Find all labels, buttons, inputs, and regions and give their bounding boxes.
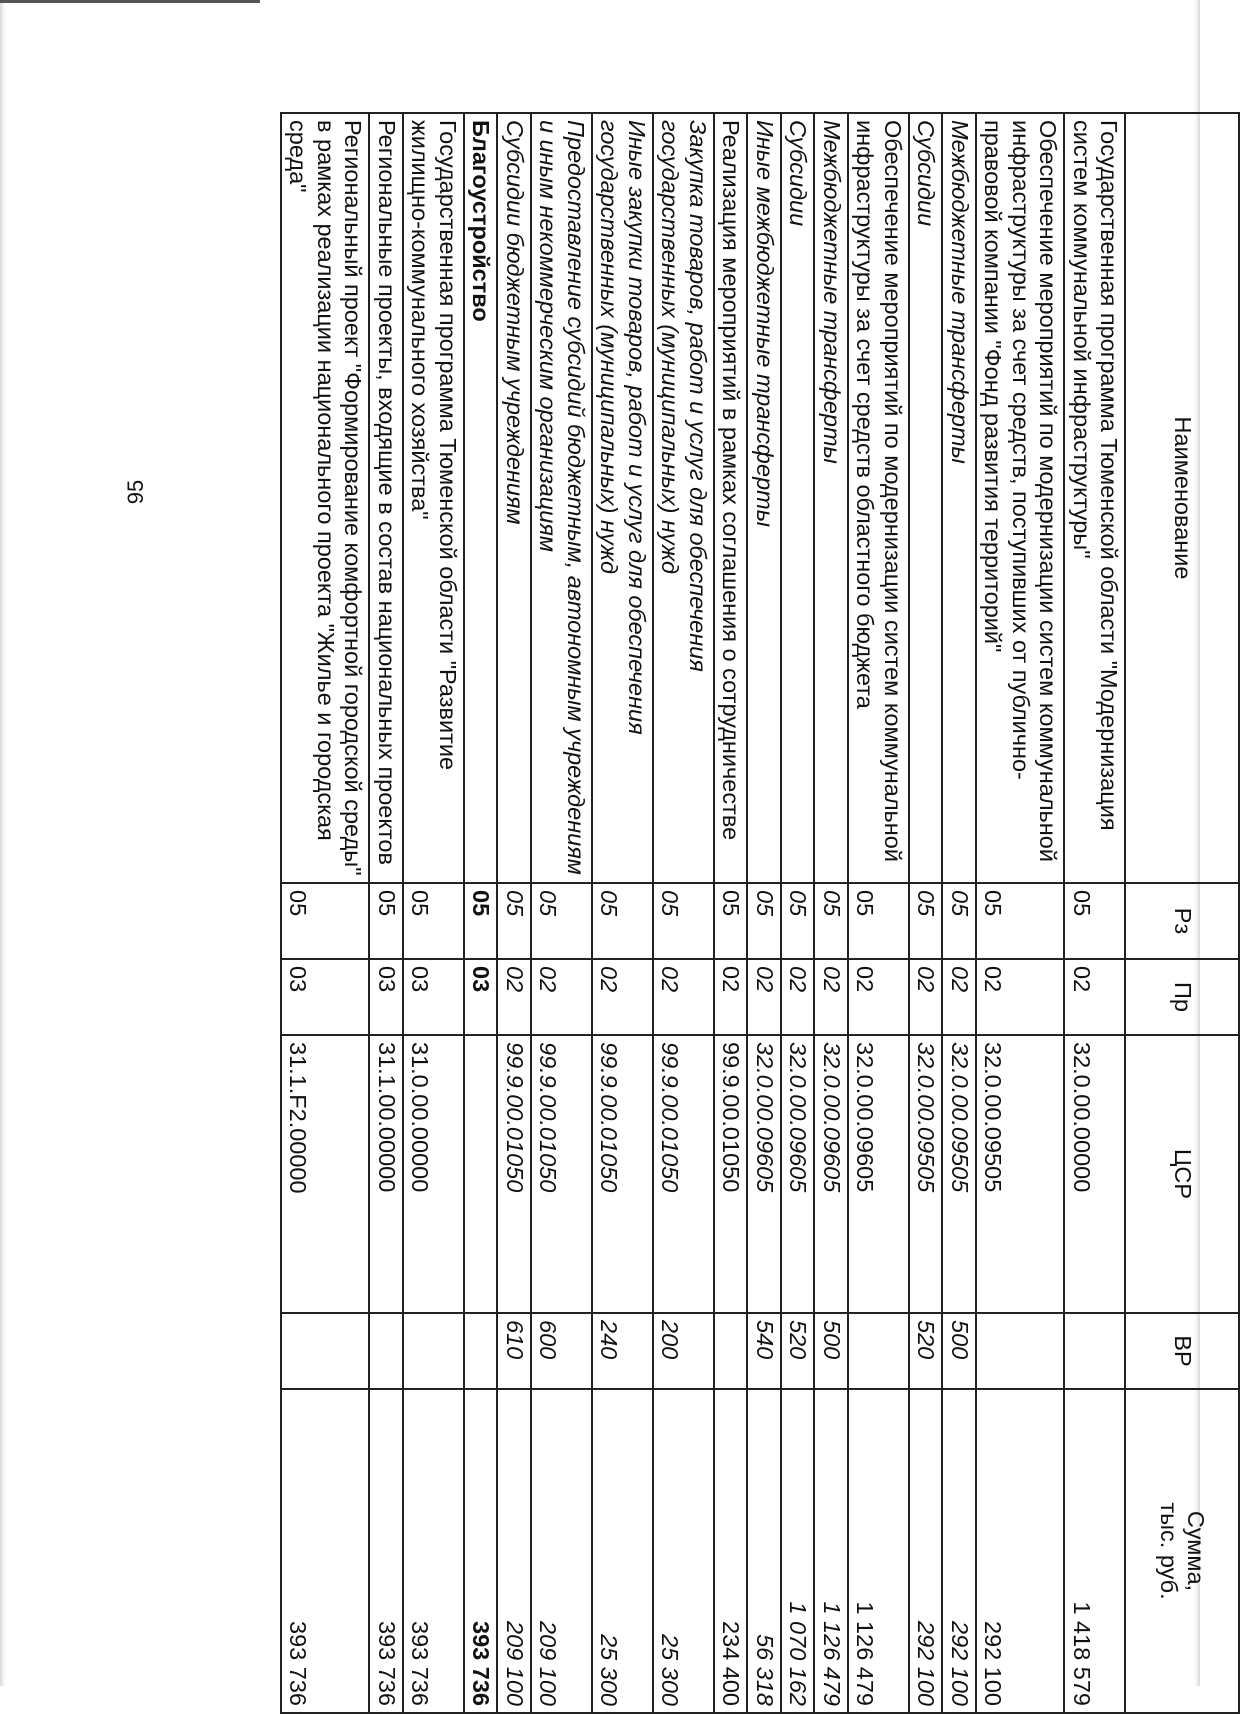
table-row bbox=[403, 113, 464, 1713]
table-row bbox=[909, 113, 942, 1713]
table-header-row bbox=[1125, 113, 1239, 1713]
cell-csr: 31.1.F2.00000 bbox=[281, 1035, 369, 1313]
cell-sum: 209 100 bbox=[497, 1389, 530, 1713]
cell-pr: 02 bbox=[1064, 959, 1125, 1035]
cell-csr: 32.0.00.09605 bbox=[848, 1035, 909, 1313]
cell-vr bbox=[464, 1313, 497, 1389]
cell-rz: 05 bbox=[531, 883, 592, 959]
table-row bbox=[781, 113, 814, 1713]
cell-name: Реализация мероприятий в рамках соглашения о сотрудничестве bbox=[714, 113, 747, 883]
cell-pr: 02 bbox=[592, 959, 653, 1035]
cell-pr: 02 bbox=[942, 959, 975, 1035]
cell-rz: 05 bbox=[464, 883, 497, 959]
cell-vr: 200 bbox=[653, 1313, 714, 1389]
table-row bbox=[281, 113, 369, 1713]
cell-csr: 99.9.00.01050 bbox=[531, 1035, 592, 1313]
header-name: Наименование bbox=[1125, 113, 1239, 883]
cell-pr: 03 bbox=[464, 959, 497, 1035]
cell-csr: 32.0.00.09605 bbox=[814, 1035, 847, 1313]
cell-vr: 520 bbox=[909, 1313, 942, 1389]
cell-vr: 540 bbox=[747, 1313, 780, 1389]
cell-vr bbox=[403, 1313, 464, 1389]
cell-pr: 03 bbox=[403, 959, 464, 1035]
table-row bbox=[714, 113, 747, 1713]
cell-vr bbox=[281, 1313, 369, 1389]
cell-pr: 02 bbox=[814, 959, 847, 1035]
cell-rz: 05 bbox=[909, 883, 942, 959]
cell-name: Региональные проекты, входящие в состав национальных проектов bbox=[369, 113, 402, 883]
cell-sum: 393 736 bbox=[464, 1389, 497, 1713]
cell-name: Иные межбюджетные трансферты bbox=[747, 113, 780, 883]
cell-vr bbox=[976, 1313, 1064, 1389]
table-row bbox=[531, 113, 592, 1713]
cell-rz: 05 bbox=[653, 883, 714, 959]
cell-name: Обеспечение мероприятий по модернизации систем коммунальной инфраструктуры за счет средств областного бюджета bbox=[848, 113, 909, 883]
cell-csr: 32.0.00.09505 bbox=[976, 1035, 1064, 1313]
cell-name: Межбюджетные трансферты bbox=[814, 113, 847, 883]
cell-pr: 02 bbox=[497, 959, 530, 1035]
cell-csr: 99.9.00.01050 bbox=[592, 1035, 653, 1313]
cell-sum: 1 126 479 bbox=[814, 1389, 847, 1713]
cell-name: Субсидии бюджетным учреждениям bbox=[497, 113, 530, 883]
table-row bbox=[653, 113, 714, 1713]
cell-csr: 99.9.00.01050 bbox=[497, 1035, 530, 1313]
cell-sum: 56 318 bbox=[747, 1389, 780, 1713]
cell-vr: 600 bbox=[531, 1313, 592, 1389]
cell-sum: 1 418 579 bbox=[1064, 1389, 1125, 1713]
cell-rz: 05 bbox=[592, 883, 653, 959]
cell-sum: 25 300 bbox=[653, 1389, 714, 1713]
cell-sum: 292 100 bbox=[942, 1389, 975, 1713]
cell-sum: 292 100 bbox=[909, 1389, 942, 1713]
cell-rz: 05 bbox=[848, 883, 909, 959]
cell-rz: 05 bbox=[976, 883, 1064, 959]
table-row bbox=[369, 113, 402, 1713]
table-row bbox=[497, 113, 530, 1713]
cell-sum: 393 736 bbox=[281, 1389, 369, 1713]
cell-csr: 32.0.00.00000 bbox=[1064, 1035, 1125, 1313]
table-row bbox=[942, 113, 975, 1713]
cell-sum: 393 736 bbox=[403, 1389, 464, 1713]
header-rz: Рз bbox=[1125, 883, 1239, 959]
rotated-table-wrapper bbox=[160, 112, 1240, 1712]
cell-name: Закупка товаров, работ и услуг для обеспечения государственных (муниципальных) нужд bbox=[653, 113, 714, 883]
cell-pr: 03 bbox=[369, 959, 402, 1035]
cell-csr: 99.9.00.01050 bbox=[653, 1035, 714, 1313]
cell-rz: 05 bbox=[281, 883, 369, 959]
cell-name: Государственная программа Тюменской области "Модернизация систем коммунальной инфраструктуры" bbox=[1064, 113, 1125, 883]
cell-vr bbox=[1064, 1313, 1125, 1389]
cell-rz: 05 bbox=[497, 883, 530, 959]
cell-name: Иные закупки товаров, работ и услуг для обеспечения государственных (муниципальных) нужд bbox=[592, 113, 653, 883]
header-sum-line1: Сумма, bbox=[1183, 1510, 1210, 1592]
cell-rz: 05 bbox=[747, 883, 780, 959]
cell-vr bbox=[714, 1313, 747, 1389]
table-row bbox=[814, 113, 847, 1713]
cell-csr: 31.0.00.00000 bbox=[403, 1035, 464, 1313]
cell-csr: 31.1.00.00000 bbox=[369, 1035, 402, 1313]
cell-vr: 500 bbox=[942, 1313, 975, 1389]
table-row bbox=[464, 113, 497, 1713]
cell-name: Обеспечение мероприятий по модернизации систем коммунальной инфраструктуры за счет средств, поступивших от публично-правовой компании "Фонд развития территорий" bbox=[976, 113, 1064, 883]
cell-name: Субсидии bbox=[909, 113, 942, 883]
cell-rz: 05 bbox=[369, 883, 402, 959]
cell-pr: 02 bbox=[531, 959, 592, 1035]
cell-rz: 05 bbox=[403, 883, 464, 959]
cell-sum: 1 126 479 bbox=[848, 1389, 909, 1713]
budget-table bbox=[280, 112, 1240, 1714]
cell-rz: 05 bbox=[1064, 883, 1125, 959]
scan-edge-left bbox=[0, 0, 6, 1686]
cell-pr: 02 bbox=[747, 959, 780, 1035]
header-csr: ЦСР bbox=[1125, 1035, 1239, 1313]
table-row bbox=[976, 113, 1064, 1713]
table-row bbox=[1064, 113, 1125, 1713]
cell-name: Субсидии bbox=[781, 113, 814, 883]
cell-vr: 240 bbox=[592, 1313, 653, 1389]
cell-vr: 520 bbox=[781, 1313, 814, 1389]
cell-vr bbox=[369, 1313, 402, 1389]
cell-rz: 05 bbox=[781, 883, 814, 959]
cell-rz: 05 bbox=[714, 883, 747, 959]
table-row bbox=[848, 113, 909, 1713]
cell-name: Государственная программа Тюменской области "Развитие жилищно-коммунального хозяйства" bbox=[403, 113, 464, 883]
cell-pr: 03 bbox=[281, 959, 369, 1035]
cell-vr bbox=[848, 1313, 909, 1389]
cell-name: Региональный проект "Формирование комфортной городской среды" в рамках реализации национального проекта "Жилье и городская среда" bbox=[281, 113, 369, 883]
cell-csr: 32.0.00.09605 bbox=[781, 1035, 814, 1313]
cell-pr: 02 bbox=[909, 959, 942, 1035]
table-row bbox=[747, 113, 780, 1713]
cell-name: Межбюджетные трансферты bbox=[942, 113, 975, 883]
header-sum bbox=[1125, 1389, 1239, 1713]
cell-pr: 02 bbox=[848, 959, 909, 1035]
cell-name: Благоустройство bbox=[464, 113, 497, 883]
cell-sum: 25 300 bbox=[592, 1389, 653, 1713]
cell-csr: 32.0.00.09505 bbox=[909, 1035, 942, 1313]
cell-sum: 393 736 bbox=[369, 1389, 402, 1713]
cell-pr: 02 bbox=[714, 959, 747, 1035]
cell-pr: 02 bbox=[781, 959, 814, 1035]
cell-sum: 209 100 bbox=[531, 1389, 592, 1713]
cell-vr: 610 bbox=[497, 1313, 530, 1389]
cell-sum: 234 400 bbox=[714, 1389, 747, 1713]
header-pr: Пр bbox=[1125, 959, 1239, 1035]
scan-top-line bbox=[0, 0, 260, 3]
table-row bbox=[592, 113, 653, 1713]
cell-sum: 1 070 162 bbox=[781, 1389, 814, 1713]
cell-rz: 05 bbox=[814, 883, 847, 959]
cell-pr: 02 bbox=[976, 959, 1064, 1035]
cell-rz: 05 bbox=[942, 883, 975, 959]
cell-sum: 292 100 bbox=[976, 1389, 1064, 1713]
cell-pr: 02 bbox=[653, 959, 714, 1035]
cell-name: Предоставление субсидий бюджетным, автономным учреждениям и иным некоммерческим организациям bbox=[531, 113, 592, 883]
cell-csr: 32.0.00.09605 bbox=[747, 1035, 780, 1313]
cell-vr: 500 bbox=[814, 1313, 847, 1389]
cell-csr bbox=[464, 1035, 497, 1313]
page-number: 95 bbox=[123, 479, 148, 505]
header-sum-line2: тыс. руб. bbox=[1156, 1502, 1182, 1600]
cell-csr: 99.9.00.01050 bbox=[714, 1035, 747, 1313]
header-vr: ВР bbox=[1125, 1313, 1239, 1389]
cell-csr: 32.0.00.09505 bbox=[942, 1035, 975, 1313]
